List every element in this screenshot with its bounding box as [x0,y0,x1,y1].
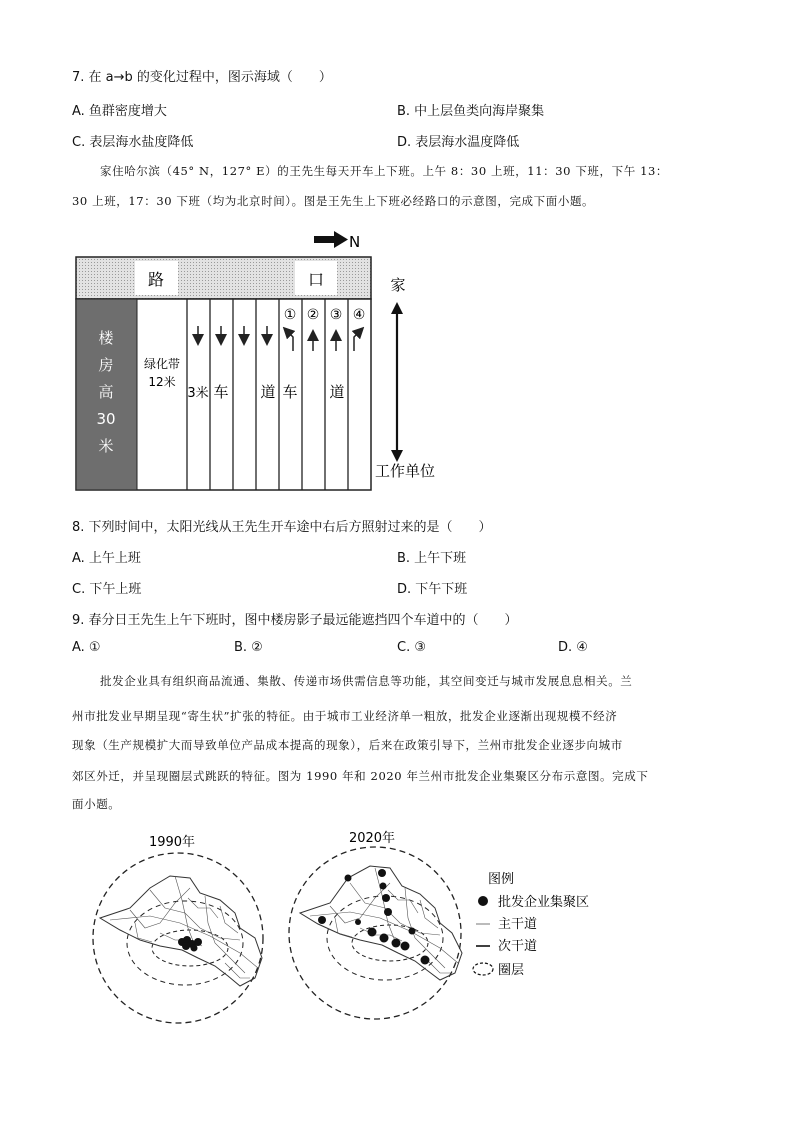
intro2-line3: 现象（生产规模扩大而导致单位产品成本提高的现象），后来在政策引导下，兰州市批发企业逐步向城市 [72,738,623,752]
cluster-dot [421,956,430,965]
building-label-3: 高 [98,383,114,401]
building-label-4: 30 [96,410,116,428]
cluster-dot [345,875,352,882]
cluster-dot [355,919,361,925]
legend-main-road: 主干道 [498,917,538,932]
cluster-dots-1990 [178,936,202,952]
cluster-dot [382,894,390,902]
lane-width-label: 3米 [187,386,209,401]
lane-number-4: ④ [352,307,366,323]
ring-legend-icon [473,963,493,975]
north-label: N [349,233,361,251]
outer-ring [93,853,263,1023]
green-belt-label: 绿化带 [143,357,181,371]
home-label: 家 [390,276,406,294]
lane-number-1: ① [283,307,297,323]
lanzhou-maps-figure [90,828,630,1028]
cluster-dot [401,942,410,951]
intro2-line1: 批发企业具有组织商品流通、集散、传递市场供需信息等功能，其空间变迁与城市发展息息相关。兰 [100,674,633,688]
legend-minor-road: 次干道 [498,939,538,954]
q7-option-d: D. 表层海水温度降低 [397,135,520,150]
cluster-legend-icon [478,896,488,906]
intro1-line2: 30 上班，17：30 下班（均为北京时间）。图是王先生上下班必经路口的示意图，完成下面小题。 [72,194,595,208]
q7-stem: 7. 在 a→b 的变化过程中，图示海域（ ） [72,70,332,85]
q7-option-c: C. 表层海水盐度降低 [72,135,194,150]
cluster-dot [182,942,190,950]
cluster-dot [380,934,389,943]
q7-option-b: B. 中上层鱼类向海岸聚集 [397,104,545,119]
cluster-dot [380,883,387,890]
q9-option-a: A. ① [72,640,101,655]
arrow-up-head-icon [391,302,403,314]
building-label-2: 房 [98,356,114,374]
lane-number-2: ② [306,307,320,323]
intro1-line1: 家住哈尔滨（45° N，127° E）的王先生每天开车上下班。上午 8：30 上班，11：30 下班，下午 13： [100,164,669,178]
green-belt-width: 12米 [148,375,176,389]
building-label-1: 楼 [98,329,114,347]
q8-stem: 8. 下列时间中，太阳光线从王先生开车途中右后方照射过来的是（ ） [72,520,492,535]
intro2-line4: 郊区外迁，并呈现圈层式跳跃的特征。图为 1990 年和 2020 年兰州市批发企业集聚区分布示意图。完成下 [72,769,649,783]
cluster-dot [409,928,416,935]
legend-ring: 圈层 [498,963,525,978]
road-diagram [70,226,450,496]
q9-option-c: C. ③ [397,640,426,655]
intro2-line5: 面小题。 [72,797,121,811]
cluster-dot [191,945,198,952]
map-2020 [289,847,462,1019]
map-legend [473,872,589,978]
inner-ring [352,925,428,961]
map-2020-year: 2020年 [348,831,396,846]
lane-label-dao: 道 [260,383,276,401]
cluster-dot [318,916,326,924]
legend-title: 图例 [488,872,515,887]
inner-ring [152,930,228,966]
map-1990 [93,853,263,1023]
cluster-dot [392,939,401,948]
q8-option-b: B. 上午下班 [397,551,467,566]
lane-label-dao-2: 道 [329,383,345,401]
lane-number-3: ③ [329,307,343,323]
q8-option-d: D. 下午下班 [397,582,468,597]
q7-option-a: A. 鱼群密度增大 [72,104,167,119]
q9-option-d: D. ④ [558,640,588,655]
q8-option-a: A. 上午上班 [72,551,141,566]
road-label-left: 路 [147,270,165,289]
cluster-dot [384,908,392,916]
map-1990-year: 1990年 [148,835,196,850]
arrow-down-head-icon [391,450,403,462]
lane-label-che-2: 车 [282,383,298,401]
north-arrow-icon [314,231,348,248]
q9-stem: 9. 春分日王先生上午下班时，图中楼房影子最远能遮挡四个车道中的（ ） [72,613,518,628]
building-label-5: 米 [98,437,114,455]
road-label-right: 口 [307,270,325,289]
legend-cluster: 批发企业集聚区 [498,895,590,910]
q8-option-c: C. 下午上班 [72,582,142,597]
q9-option-b: B. ② [234,640,263,655]
cluster-dot [378,869,386,877]
lane-label-che: 车 [213,383,229,401]
cluster-dot [368,928,377,937]
work-label: 工作单位 [375,462,436,480]
intro2-line2: 州市批发业早期呈现“寄生状”扩张的特征。由于城市工业经济单一粗放，批发企业逐渐出现规模不经济 [72,709,618,723]
